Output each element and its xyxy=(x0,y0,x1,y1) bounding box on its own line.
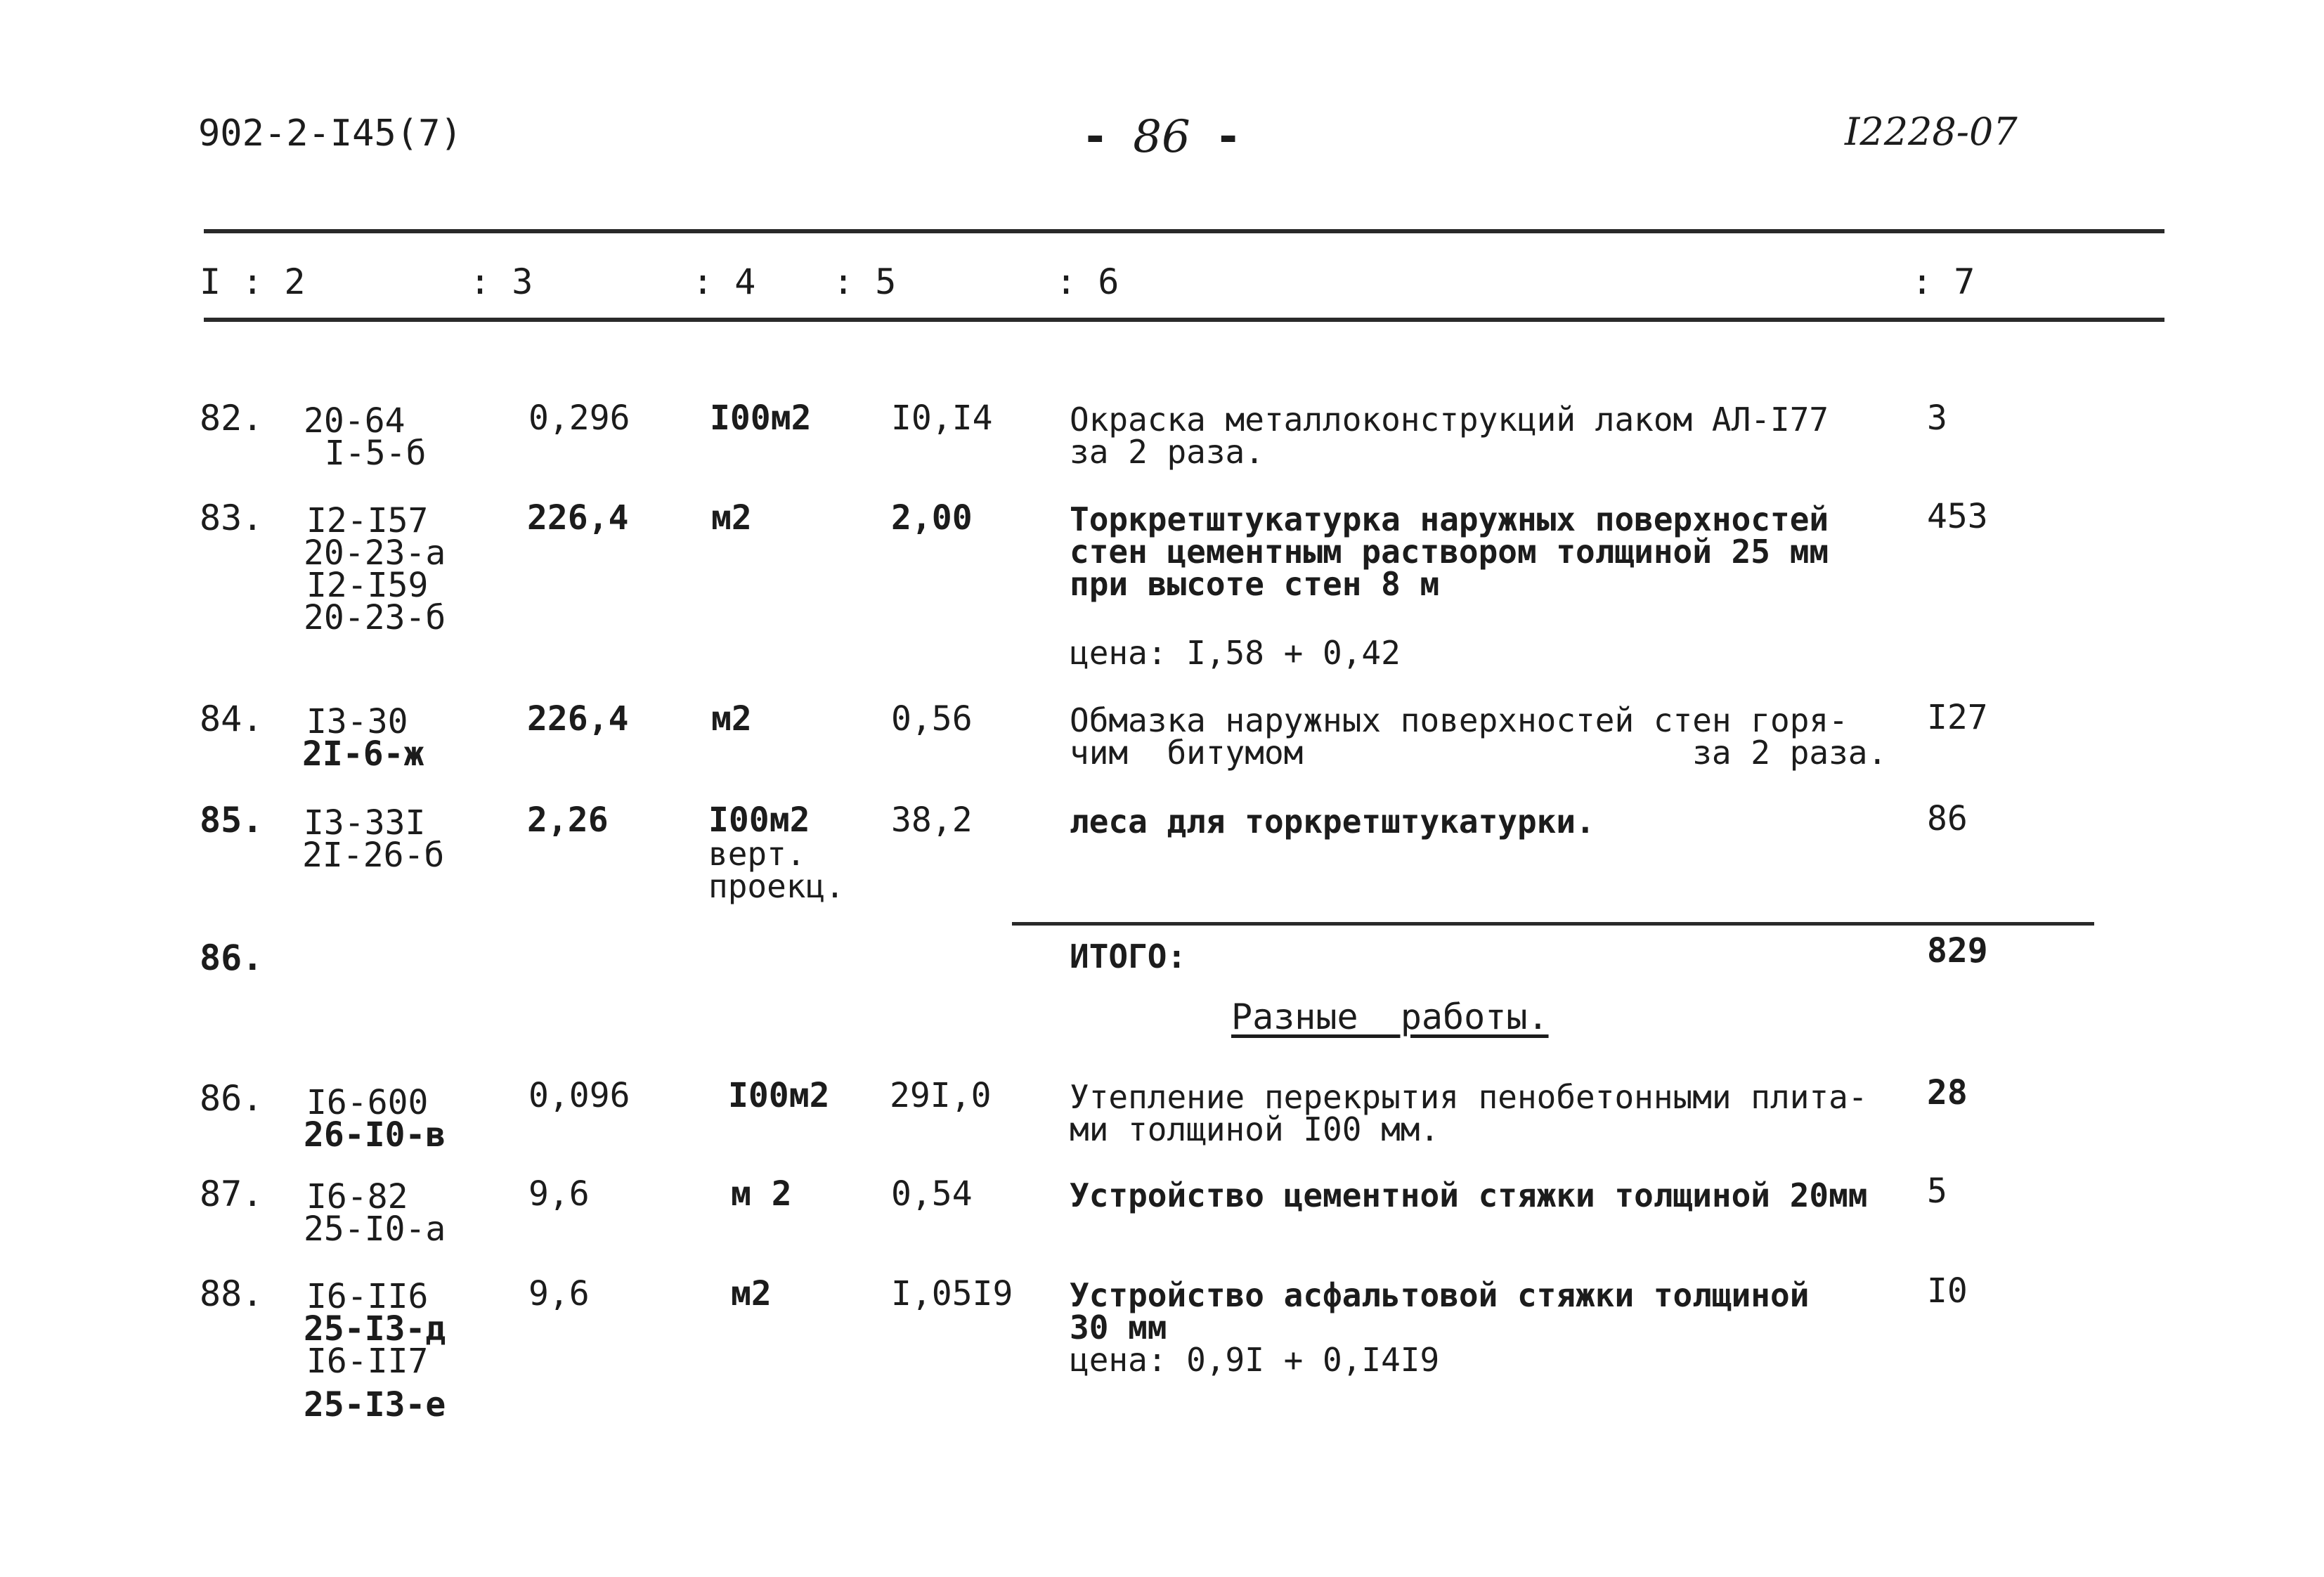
description-line: Устройство асфальтовой стяжки толщиной xyxy=(1070,1276,1810,1314)
header-bottom-rule xyxy=(204,318,2164,322)
description-line: ми толщиной I00 мм. xyxy=(1070,1110,1440,1148)
code-line: 25-I3-д xyxy=(304,1309,446,1349)
code-line: 26-I0-в xyxy=(304,1115,446,1155)
subtotal-label: ИТОГО: xyxy=(1070,937,1187,975)
code-line: I-5-б xyxy=(325,434,427,473)
code-line: I2-I59 xyxy=(306,566,429,605)
unit: I00м2 xyxy=(710,398,812,438)
unit-price: 0,56 xyxy=(891,699,973,739)
code-line: 2I-6-ж xyxy=(302,734,424,774)
code-line: 20-64 xyxy=(304,401,405,441)
description-line: Утепление перекрытия пенобетонными плита- xyxy=(1070,1078,1868,1116)
row-number: 86. xyxy=(200,937,264,978)
row-number: 83. xyxy=(200,498,264,538)
quantity: 0,096 xyxy=(528,1076,630,1115)
code-line: 20-23-б xyxy=(304,598,446,637)
stamp-number: I2228-07 xyxy=(1845,110,2018,154)
quantity: 9,6 xyxy=(528,1274,590,1313)
code-line: I2-I57 xyxy=(306,501,429,540)
unit: м2 xyxy=(711,498,752,538)
quantity: 2,26 xyxy=(527,800,609,840)
total: I27 xyxy=(1927,698,1988,737)
section-title: Разные работы. xyxy=(1231,997,1549,1037)
quantity: 9,6 xyxy=(528,1174,590,1214)
description-line: за 2 раза. xyxy=(1070,433,1264,471)
total: 28 xyxy=(1927,1073,1968,1112)
code-line: I3-33I xyxy=(304,803,426,843)
unit: м 2 xyxy=(731,1174,792,1214)
description-line: Обмазка наружных поверхностей стен горя- xyxy=(1070,701,1848,739)
description-line: Торкретштукатурка наружных поверхностей xyxy=(1070,500,1829,538)
row-number: 87. xyxy=(200,1174,264,1214)
page-dash-left: - xyxy=(1086,111,1105,163)
description-line: 30 мм xyxy=(1070,1309,1167,1346)
row-number: 85. xyxy=(200,800,264,841)
page-dash-right: - xyxy=(1219,111,1238,163)
unit-price: 0,54 xyxy=(891,1174,973,1214)
unit-price: 2,00 xyxy=(891,498,973,538)
description-line: стен цементным раствором толщиной 25 мм xyxy=(1070,533,1829,571)
price-breakdown: цена: 0,9I + 0,I4I9 xyxy=(1070,1341,1440,1379)
code-line: I6-II7 xyxy=(306,1342,429,1381)
total: 453 xyxy=(1927,497,1988,536)
code-line: I6-II6 xyxy=(306,1277,429,1316)
document-code: 902-2-I45(7) xyxy=(198,112,462,155)
code-line: 25-I0-а xyxy=(304,1209,446,1249)
column-header-4: : 4 xyxy=(692,261,756,302)
row-number: 84. xyxy=(200,699,264,739)
unit: I00м2 xyxy=(708,800,810,840)
subtotal-rule xyxy=(1012,922,2094,926)
quantity: 226,4 xyxy=(527,498,629,538)
total: 3 xyxy=(1927,398,1947,438)
top-rule xyxy=(204,229,2164,233)
column-header-3: : 3 xyxy=(469,261,533,302)
quantity: 0,296 xyxy=(528,398,630,438)
quantity: 226,4 xyxy=(527,699,629,739)
total: 86 xyxy=(1927,799,1968,838)
total: 5 xyxy=(1927,1172,1947,1211)
description-line: леса для торкретштукатурки. xyxy=(1070,803,1595,841)
column-header-7: : 7 xyxy=(1911,261,1975,302)
code-line: 20-23-а xyxy=(304,533,446,573)
unit: м2 xyxy=(711,699,752,739)
unit-line: проекц. xyxy=(708,867,845,905)
unit-price: 38,2 xyxy=(891,800,973,840)
row-number: 86. xyxy=(200,1078,264,1119)
subtotal-total: 829 xyxy=(1927,931,1988,971)
unit-line: верт. xyxy=(708,835,806,873)
description-line: при высоте стен 8 м xyxy=(1070,565,1440,603)
code-line: I6-82 xyxy=(306,1177,408,1216)
description-line: Окраска металлоконструкций лаком АЛ-I77 xyxy=(1070,401,1829,439)
column-header-1-2: I : 2 xyxy=(200,261,306,302)
code-line: 2I-26-б xyxy=(302,836,445,875)
unit: м2 xyxy=(731,1274,772,1313)
row-number: 82. xyxy=(200,398,264,439)
unit-price: 29I,0 xyxy=(890,1076,992,1115)
row-number: 88. xyxy=(200,1273,264,1314)
unit: I00м2 xyxy=(728,1076,830,1115)
code-line: 25-I3-е xyxy=(304,1385,446,1425)
description-line: чим битумом за 2 раза. xyxy=(1070,734,1888,772)
code-line: I3-30 xyxy=(306,702,408,741)
column-header-5: : 5 xyxy=(833,261,897,302)
total: I0 xyxy=(1927,1271,1968,1311)
page-number: 86 xyxy=(1133,111,1190,163)
unit-price: I,05I9 xyxy=(891,1274,1013,1313)
page-number-block xyxy=(1086,111,1238,163)
column-header-6: : 6 xyxy=(1056,261,1119,302)
description-line: Устройство цементной стяжки толщиной 20мм xyxy=(1070,1176,1868,1214)
unit-price: I0,I4 xyxy=(891,398,993,438)
price-breakdown: цена: I,58 + 0,42 xyxy=(1070,634,1401,672)
code-line: I6-600 xyxy=(306,1083,429,1122)
